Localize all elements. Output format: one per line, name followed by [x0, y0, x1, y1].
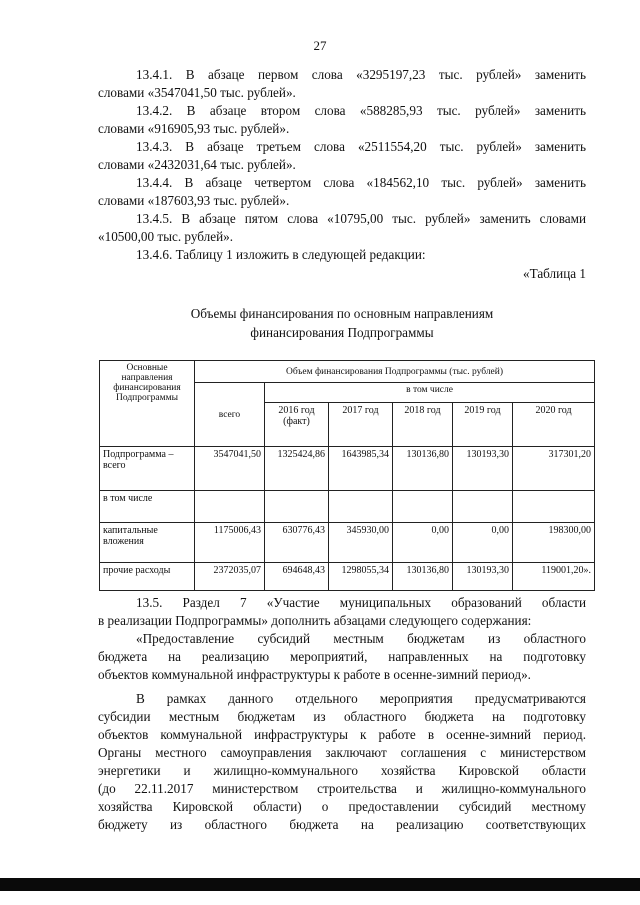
cell: 1643985,34 [329, 447, 393, 491]
cell: 1175006,43 [195, 523, 265, 563]
cell: 630776,43 [265, 523, 329, 563]
cell: 130193,30 [453, 447, 513, 491]
page-number: 27 [313, 38, 327, 53]
table-row [100, 491, 595, 523]
text-line: словами «2432031,64 тыс. рублей». [98, 157, 296, 172]
text-line: словами «187603,93 тыс. рублей». [98, 193, 290, 208]
financing-table [99, 360, 595, 591]
table-title [98, 304, 586, 342]
cell: 0,00 [453, 523, 513, 563]
item-13-4-3 [98, 138, 586, 174]
header-volume: Объем финансирования Подпрограммы (тыс. рублей) [195, 361, 595, 383]
cell: 1298055,34 [329, 563, 393, 591]
header-year: 2019 год [453, 403, 513, 447]
table-title-line: Объемы финансирования по основным направлениям [190, 306, 494, 321]
text-line: 13.4.5. В абзаце пятом слова «10795,00 тыс. рублей» заменить словами [136, 211, 586, 226]
text-line: 13.4.4. В абзаце четвертом слова «184562,10 тыс. рублей» заменить [136, 175, 586, 190]
text-line: бюджета на реализацию мероприятий, направленных на подготовку [98, 649, 586, 664]
text-line: 13.4.1. В абзаце первом слова «3295197,23 тыс. рублей» заменить [136, 67, 586, 82]
header-year: 2018 год [393, 403, 453, 447]
header-year: 2020 год [513, 403, 595, 447]
cell: 130136,80 [393, 563, 453, 591]
header-year: 2017 год [329, 403, 393, 447]
section-13-5 [98, 594, 586, 630]
header-directions: Основные направления финансирования Подпрограммы [100, 361, 195, 447]
text-line: (до 22.11.2017 министерством строительства и жилищно-коммунального [98, 781, 586, 796]
text-line: «10500,00 тыс. рублей». [98, 229, 234, 244]
cell: 345930,00 [329, 523, 393, 563]
cell: 2372035,07 [195, 563, 265, 591]
cell: 119001,20». [513, 563, 595, 591]
header-including: в том числе [265, 383, 595, 403]
item-13-4-2 [98, 102, 586, 138]
row-label: Подпрограмма – всего [100, 447, 195, 491]
cell: 317301,20 [513, 447, 595, 491]
row-label: в том числе [100, 491, 195, 523]
cell: 1325424,86 [265, 447, 329, 491]
text-line: бюджету из областного бюджета на реализацию соответствующих [98, 817, 586, 832]
cell: 3547041,50 [195, 447, 265, 491]
text-line: словами «916905,93 тыс. рублей». [98, 121, 290, 136]
row-label: капитальные вложения [100, 523, 195, 563]
table-label: «Таблица 1 [523, 266, 586, 281]
cell: 130136,80 [393, 447, 453, 491]
table-row [100, 523, 595, 563]
item-13-4-4 [98, 174, 586, 210]
text-line: 13.4.2. В абзаце втором слова «588285,93 тыс. рублей» заменить [136, 103, 586, 118]
header-year: 2016 год (факт) [265, 403, 329, 447]
quote-paragraph [98, 630, 586, 684]
text-line: 13.5. Раздел 7 «Участие муниципальных образований области [136, 595, 586, 610]
table-row [100, 447, 595, 491]
table-title-line: финансирования Подпрограммы [250, 325, 434, 340]
text-line: 13.4.3. В абзаце третьем слова «2511554,20 тыс. рублей» заменить [136, 139, 586, 154]
item-13-4-5 [98, 210, 586, 246]
item-13-4-6 [98, 246, 586, 264]
cell: 198300,00 [513, 523, 595, 563]
cell: 0,00 [393, 523, 453, 563]
final-paragraph [98, 690, 586, 834]
cell: 130193,30 [453, 563, 513, 591]
table-row [100, 563, 595, 591]
cell: 694648,43 [265, 563, 329, 591]
text-line: энергетики и жилищно-коммунального хозяйства Кировской области [98, 763, 586, 778]
text-line: объектов коммунальной инфраструктуры к работе в осенне-зимний период». [98, 667, 531, 682]
text-line: объектов коммунальной инфраструктуры к работе в осенне-зимний период. [98, 727, 586, 742]
text-line: субсидии местным бюджетам из областного бюджета на подготовку [98, 709, 586, 724]
text-line: в реализации Подпрограммы» дополнить абзацами следующего содержания: [98, 613, 532, 628]
text-line: Органы местного самоуправления заключают соглашения с министерством [98, 745, 586, 760]
row-label: прочие расходы [100, 563, 195, 591]
item-13-4-1 [98, 66, 586, 102]
text-line: хозяйства Кировской области) о предоставлении субсидий местному [98, 799, 586, 814]
text-line: 13.4.6. Таблицу 1 изложить в следующей редакции: [136, 247, 426, 262]
text-line: В рамках данного отдельного мероприятия предусматриваются [136, 691, 586, 706]
text-line: словами «3547041,50 тыс. рублей». [98, 85, 296, 100]
scan-edge-bar [0, 878, 640, 891]
header-total: всего [195, 383, 265, 447]
text-line: «Предоставление субсидий местным бюджетам из областного [136, 631, 586, 646]
